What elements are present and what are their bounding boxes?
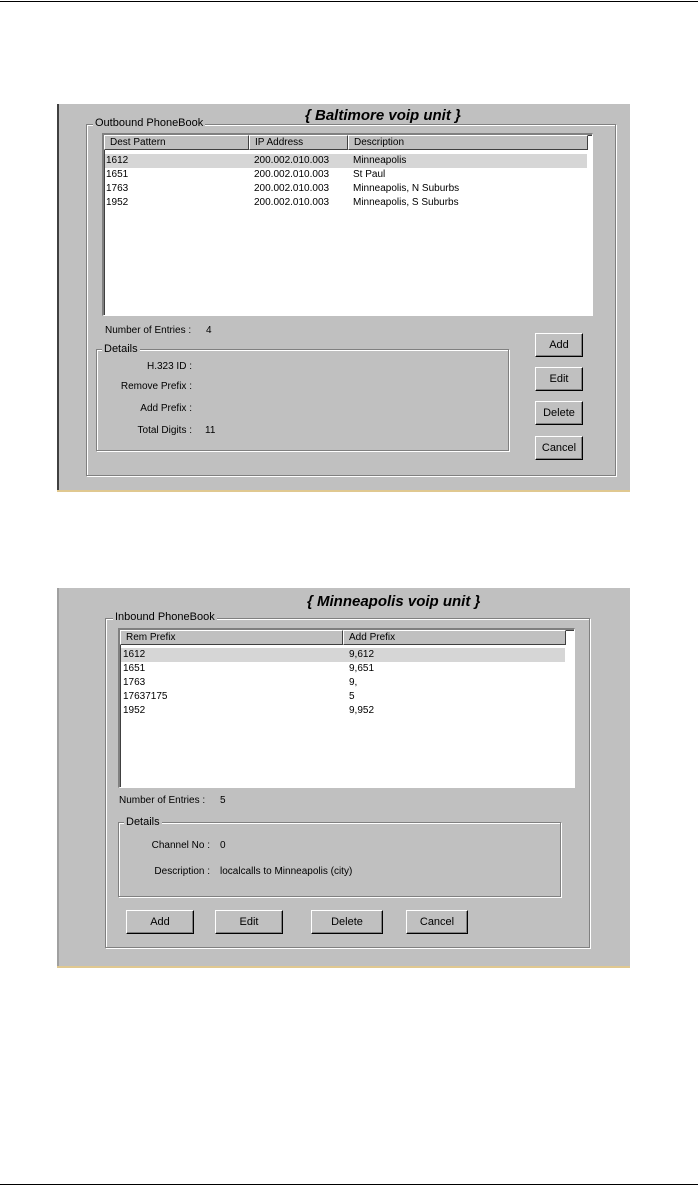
dest-pattern-cell: 1651 — [106, 169, 129, 180]
edit-button[interactable]: Edit — [535, 367, 583, 391]
inbound-phonebook-window — [57, 588, 630, 968]
ip-address-cell: 200.002.010.003 — [254, 197, 330, 208]
add-prefix-cell: 5 — [349, 691, 355, 702]
h323-id-label: H.323 ID : — [146, 361, 192, 372]
add-prefix-cell: 9,651 — [349, 663, 375, 674]
column-header-ip-address[interactable]: IP Address — [249, 135, 348, 150]
channel-no-value: 0 — [220, 840, 226, 851]
dest-pattern-cell: 1612 — [106, 155, 129, 166]
inbound-unit-title: { Minneapolis voip unit } — [307, 593, 481, 610]
inbound-details-label: Details — [126, 816, 160, 828]
number-of-entries-value: 4 — [206, 325, 212, 336]
outbound-phonebook-list[interactable] — [102, 133, 593, 316]
outbound-unit-title: { Baltimore voip unit } — [305, 107, 461, 124]
add-prefix-label: Add Prefix : — [140, 403, 192, 414]
description-label: Description : — [154, 866, 210, 877]
rem-prefix-cell: 1612 — [123, 649, 146, 660]
add-button[interactable]: Add — [126, 910, 194, 934]
panel-bottom-edge — [57, 966, 630, 968]
rem-prefix-cell: 1763 — [123, 677, 146, 688]
panel-left-edge — [57, 588, 59, 968]
outbound-details-label: Details — [104, 343, 138, 355]
top-page-rule — [0, 1, 698, 2]
rem-prefix-cell: 17637175 — [123, 691, 168, 702]
table-row[interactable] — [105, 196, 587, 210]
column-header-dest-pattern[interactable]: Dest Pattern — [104, 135, 249, 150]
description-cell: Minneapolis — [353, 155, 407, 166]
table-row[interactable] — [121, 704, 565, 718]
outbound-group-label: Outbound PhoneBook — [95, 117, 204, 129]
table-row[interactable] — [121, 676, 565, 690]
channel-no-label: Channel No : — [151, 840, 210, 851]
rem-prefix-cell: 1952 — [123, 705, 146, 716]
column-header-description[interactable]: Description — [348, 135, 588, 150]
column-header-add-prefix[interactable]: Add Prefix — [343, 630, 566, 645]
delete-button[interactable]: Delete — [535, 401, 583, 425]
number-of-entries-value: 5 — [220, 795, 226, 806]
outbound-phonebook-window — [57, 104, 630, 492]
remove-prefix-label: Remove Prefix : — [120, 381, 192, 392]
ip-address-cell: 200.002.010.003 — [254, 155, 330, 166]
table-row[interactable] — [105, 154, 587, 168]
add-prefix-cell: 9, — [349, 677, 358, 688]
description-cell: Minneapolis, N Suburbs — [353, 183, 460, 194]
add-prefix-cell: 9,952 — [349, 705, 375, 716]
column-header-rem-prefix[interactable]: Rem Prefix — [120, 630, 343, 645]
inbound-group-label: Inbound PhoneBook — [115, 611, 215, 623]
table-row[interactable] — [105, 182, 587, 196]
cancel-button[interactable]: Cancel — [406, 910, 468, 934]
dest-pattern-cell: 1952 — [106, 197, 129, 208]
ip-address-cell: 200.002.010.003 — [254, 183, 330, 194]
description-cell: Minneapolis, S Suburbs — [353, 197, 459, 208]
description-value: localcalls to Minneapolis (city) — [220, 866, 353, 877]
inbound-phonebook-list[interactable] — [118, 628, 575, 788]
total-digits-value: 11 — [205, 425, 216, 436]
table-row[interactable] — [105, 168, 587, 182]
cancel-button[interactable]: Cancel — [535, 436, 583, 460]
table-row[interactable] — [121, 690, 565, 704]
rem-prefix-cell: 1651 — [123, 663, 146, 674]
panel-left-edge — [57, 104, 59, 492]
ip-address-cell: 200.002.010.003 — [254, 169, 330, 180]
dest-pattern-cell: 1763 — [106, 183, 129, 194]
inbound-details-group — [118, 822, 561, 897]
number-of-entries-label: Number of Entries : — [119, 795, 206, 806]
add-button[interactable]: Add — [535, 333, 583, 357]
description-cell: St Paul — [353, 169, 386, 180]
edit-button[interactable]: Edit — [215, 910, 283, 934]
delete-button[interactable]: Delete — [311, 910, 383, 934]
table-row[interactable] — [121, 648, 565, 662]
panel-bottom-edge — [57, 490, 630, 492]
number-of-entries-label: Number of Entries : — [105, 325, 192, 336]
bottom-page-rule — [0, 1184, 698, 1185]
total-digits-label: Total Digits : — [137, 425, 192, 436]
add-prefix-cell: 9,612 — [349, 649, 375, 660]
table-row[interactable] — [121, 662, 565, 676]
